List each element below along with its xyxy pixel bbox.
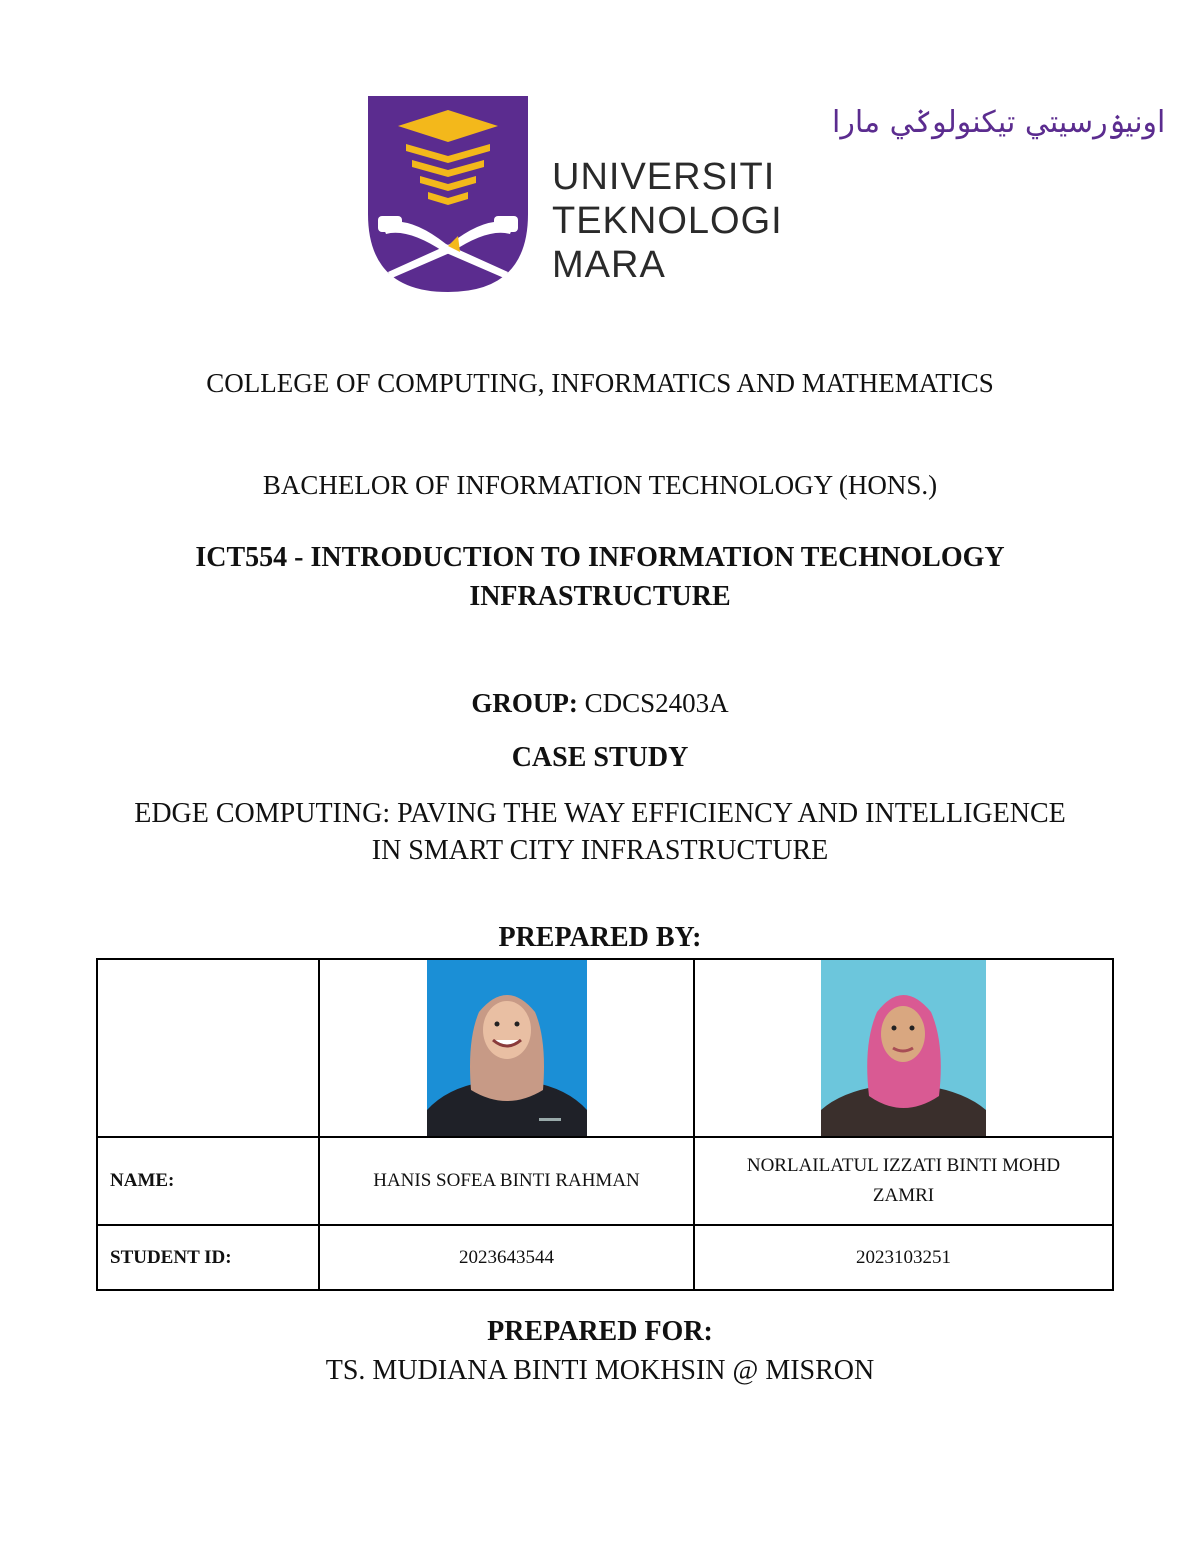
program-name: BACHELOR OF INFORMATION TECHNOLOGY (HONS.) — [262, 470, 938, 500]
course-title — [0, 538, 1200, 616]
group-line — [0, 688, 1200, 719]
group-label: GROUP: — [471, 688, 578, 718]
member-2-student-id: 2023103251 — [694, 1225, 1113, 1290]
university-logo — [368, 96, 1166, 292]
jawi-script — [548, 96, 1166, 148]
member-2-name — [694, 1137, 1113, 1225]
college-name: COLLEGE OF COMPUTING, INFORMATICS AND MATHEMATICS — [206, 368, 994, 398]
case-study-title-line1: EDGE COMPUTING: PAVING THE WAY EFFICIENCY AND INTELLIGENCE — [134, 798, 1066, 829]
course-title-line2: INFRASTRUCTURE — [469, 581, 731, 612]
student-id-row — [97, 1225, 1113, 1290]
student-id-label: STUDENT ID: — [97, 1225, 319, 1290]
jawi-text: اونيۏرسيتي تيكنولوݢي مارا — [832, 105, 1166, 140]
group-value: CDCS2403A — [584, 688, 729, 718]
member-2-name-line2: ZAMRI — [872, 1185, 935, 1206]
lecturer-name: TS. MUDIANA BINTI MOKHSIN @ MISRON — [325, 1355, 875, 1386]
member-photo-cell — [319, 959, 694, 1137]
prepared-by-heading: PREPARED BY: — [498, 922, 702, 953]
name-label: NAME: — [97, 1137, 319, 1225]
members-table — [96, 958, 1114, 1291]
case-study-heading: CASE STUDY — [511, 742, 689, 773]
course-title-line1: ICT554 - INTRODUCTION TO INFORMATION TECHNOLOGY — [195, 542, 1005, 573]
prepared-for-heading: PREPARED FOR: — [487, 1316, 713, 1347]
logo-line-universiti: UNIVERSITI — [552, 156, 776, 198]
member-2-name-line1: NORLAILATUL IZZATI BINTI MOHD — [746, 1155, 1061, 1176]
logo-line-teknologi: TEKNOLOGI — [552, 200, 783, 242]
member-1-photo — [427, 960, 587, 1136]
member-1-name: HANIS SOFEA BINTI RAHMAN — [319, 1137, 694, 1225]
case-study-title — [0, 795, 1200, 869]
member-2-photo — [821, 960, 986, 1136]
member-photo-cell — [694, 959, 1113, 1137]
photo-row — [97, 959, 1113, 1137]
member-1-student-id: 2023643544 — [319, 1225, 694, 1290]
name-row — [97, 1137, 1113, 1225]
shield-emblem — [368, 96, 528, 292]
empty-cell — [97, 959, 319, 1137]
logo-line-mara: MARA — [552, 244, 666, 286]
case-study-title-line2: IN SMART CITY INFRASTRUCTURE — [371, 835, 829, 866]
